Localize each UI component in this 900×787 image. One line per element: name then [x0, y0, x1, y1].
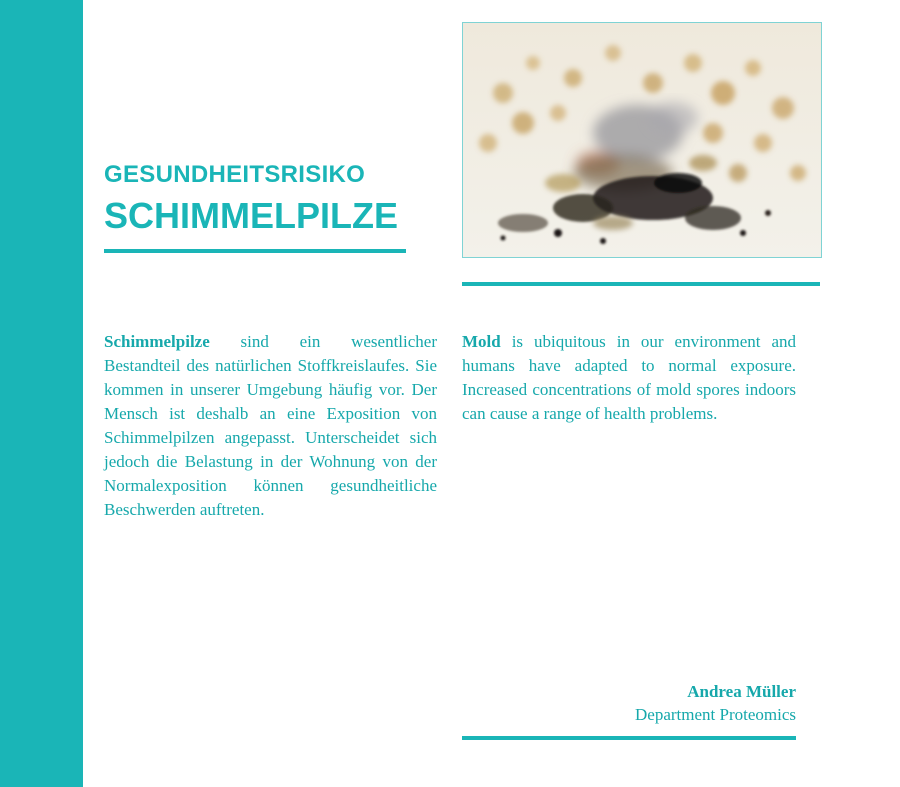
title-block	[104, 160, 398, 238]
english-text	[462, 330, 796, 426]
german-body: sind ein wesentlicher Bestandteil des natürlichen Stoffkreislaufes. Sie kommen in unserer Umgebung häufig vor. Der Mensch ist deshalb an eine Exposition von Schimmelpilzen angepasst. Unterscheidet sich jedoch die Belastung in der Wohnung von der Normalexposition können gesundheitliche Beschwerden auftreten.	[104, 332, 437, 519]
german-text	[104, 330, 437, 522]
mold-on-wall-photo-icon	[463, 23, 821, 257]
photo-underline	[462, 282, 820, 286]
german-lead: Schimmelpilze	[104, 332, 210, 351]
title-underline	[104, 249, 406, 253]
page-kicker: GESUNDHEITSRISIKO	[104, 161, 366, 188]
side-accent-bar	[0, 0, 83, 787]
author-underline	[462, 736, 796, 740]
author-block	[462, 680, 796, 726]
english-lead: Mold	[462, 332, 501, 351]
author-department: Department Proteomics	[635, 705, 796, 724]
page-title: SCHIMMELPILZE	[104, 195, 398, 236]
english-body: is ubiquitous in our environment and humans have adapted to normal exposure. Increased concentrations of mold spores indoors can cause a range of health problems.	[462, 332, 796, 423]
author-name: Andrea Müller	[687, 682, 796, 701]
mold-photo	[462, 22, 822, 258]
